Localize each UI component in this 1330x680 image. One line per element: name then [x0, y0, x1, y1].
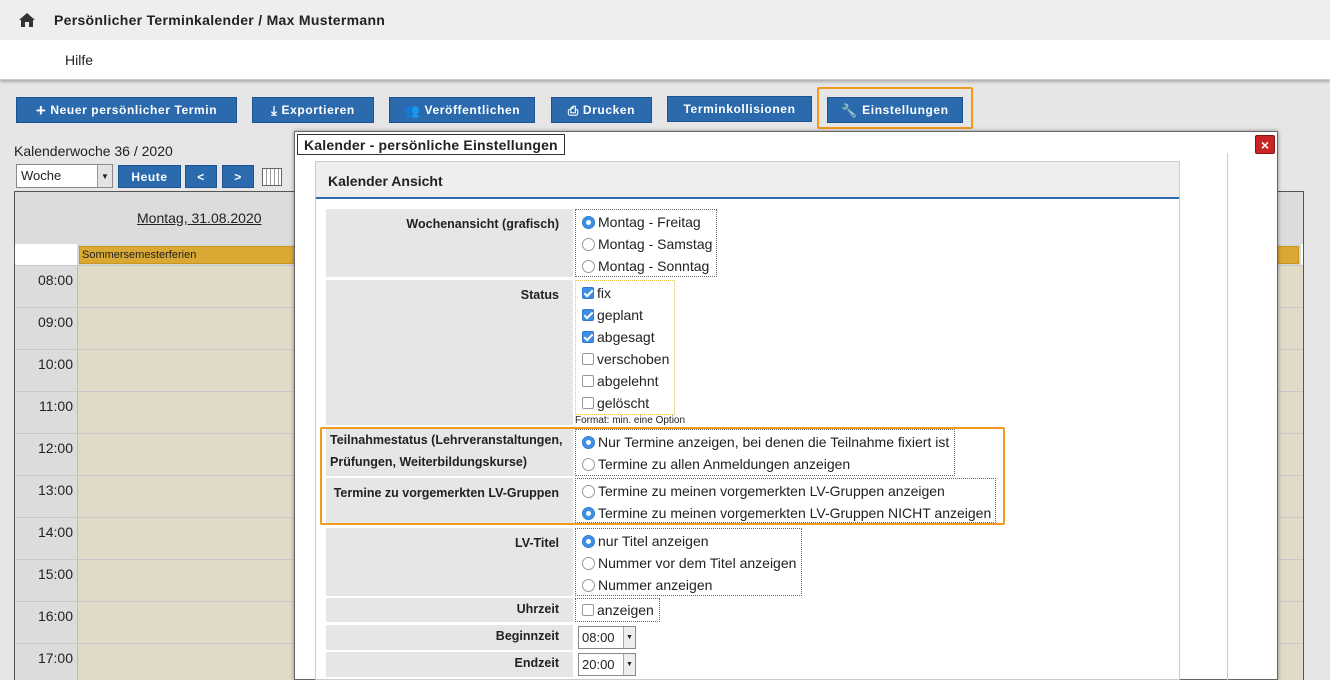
- end-time-label: Endzeit: [326, 652, 573, 677]
- lv-title-option[interactable]: Nummer vor dem Titel anzeigen: [578, 552, 799, 574]
- hour-label: 13:00: [15, 482, 77, 523]
- radio-button[interactable]: [582, 507, 595, 520]
- checkbox[interactable]: [582, 353, 594, 365]
- checkbox[interactable]: [582, 287, 594, 299]
- lv-title-label: LV-Titel: [326, 528, 573, 596]
- checkbox[interactable]: [582, 397, 594, 409]
- week-view-option[interactable]: Montag - Sonntag: [578, 255, 714, 277]
- users-icon: 👥: [403, 102, 421, 118]
- collisions-button[interactable]: Terminkollisionen: [667, 96, 812, 122]
- participation-options: [575, 429, 955, 476]
- status-label: Status: [326, 280, 573, 425]
- hour-label: 10:00: [15, 356, 77, 397]
- radio-button[interactable]: [582, 485, 595, 498]
- participation-label: Teilnahmestatus (Lehrveranstaltungen, Prüfungen, Weiterbildungskurse): [326, 429, 573, 476]
- checkbox[interactable]: [582, 375, 594, 387]
- radio-button[interactable]: [582, 535, 595, 548]
- radio-button[interactable]: [582, 579, 595, 592]
- week-view-options: [575, 209, 717, 277]
- status-option[interactable]: fix: [578, 282, 672, 304]
- hour-label: 15:00: [15, 566, 77, 607]
- status-option[interactable]: abgesagt: [578, 326, 672, 348]
- menu-bar: [0, 40, 1330, 80]
- radio-button[interactable]: [582, 458, 595, 471]
- menu-help[interactable]: Hilfe: [65, 52, 94, 68]
- checkbox[interactable]: [582, 309, 594, 321]
- time-options: [575, 598, 660, 622]
- prev-button[interactable]: <: [185, 165, 217, 188]
- end-time-select[interactable]: 20:00 ▼: [578, 653, 636, 676]
- settings-button[interactable]: 🔧 Einstellungen: [827, 97, 963, 123]
- breadcrumb: Persönlicher Terminkalender / Max Mustermann: [54, 12, 386, 28]
- hour-label: 12:00: [15, 440, 77, 481]
- radio-button[interactable]: [582, 557, 595, 570]
- status-hint: Format: min. eine Option: [575, 415, 686, 426]
- status-option[interactable]: verschoben: [578, 348, 672, 370]
- new-appointment-button[interactable]: + Neuer persönlicher Termin: [16, 97, 237, 123]
- plus-icon: +: [35, 100, 47, 120]
- groups-option[interactable]: Termine zu meinen vorgemerkten LV-Gruppen anzeigen: [578, 480, 993, 502]
- participation-option[interactable]: Nur Termine anzeigen, bei denen die Teilnahme fixiert ist: [578, 431, 952, 453]
- radio-button[interactable]: [582, 216, 595, 229]
- chevron-down-icon: ▼: [623, 627, 635, 648]
- top-bar: [0, 0, 1330, 40]
- publish-button[interactable]: 👥 Veröffentlichen: [389, 97, 535, 123]
- section-title: Kalender Ansicht: [328, 173, 443, 189]
- radio-button[interactable]: [582, 436, 595, 449]
- dialog-title: Kalender - persönliche Einstellungen: [297, 134, 565, 155]
- print-button[interactable]: ⎙ Drucken: [551, 97, 652, 123]
- today-button[interactable]: Heute: [118, 165, 181, 188]
- view-select[interactable]: Woche ▼: [16, 164, 113, 188]
- status-option[interactable]: gelöscht: [578, 392, 672, 414]
- participation-option[interactable]: Termine zu allen Anmeldungen anzeigen: [578, 453, 952, 475]
- close-icon[interactable]: ×: [1255, 135, 1275, 154]
- lv-title-option[interactable]: nur Titel anzeigen: [578, 530, 799, 552]
- chevron-down-icon: ▼: [623, 654, 635, 675]
- export-button[interactable]: ⤓ Exportieren: [252, 97, 374, 123]
- print-icon: ⎙: [567, 102, 579, 118]
- hour-label: 16:00: [15, 608, 77, 649]
- status-options: [575, 280, 675, 415]
- checkbox[interactable]: [582, 331, 594, 343]
- section-header: [316, 162, 1179, 199]
- groups-label: Termine zu vorgemerkten LV-Gruppen: [326, 478, 573, 523]
- start-time-select[interactable]: 08:00 ▼: [578, 626, 636, 649]
- hour-label: 17:00: [15, 650, 77, 680]
- lv-title-option[interactable]: Nummer anzeigen: [578, 574, 799, 596]
- week-label: Kalenderwoche 36 / 2020: [14, 143, 173, 159]
- allday-event[interactable]: Sommersemesterferien: [79, 246, 1299, 264]
- hour-label: 11:00: [15, 398, 77, 439]
- week-view-label: Wochenansicht (grafisch): [326, 209, 573, 277]
- time-label: Uhrzeit: [326, 598, 573, 622]
- hour-label: 09:00: [15, 314, 77, 355]
- next-button[interactable]: >: [222, 165, 254, 188]
- week-view-option[interactable]: Montag - Samstag: [578, 233, 714, 255]
- download-icon: ⤓: [271, 102, 278, 118]
- home-icon[interactable]: [19, 13, 35, 27]
- start-time-label: Beginnzeit: [326, 625, 573, 650]
- radio-button[interactable]: [582, 238, 595, 251]
- checkbox[interactable]: [582, 604, 594, 616]
- status-option[interactable]: abgelehnt: [578, 370, 672, 392]
- radio-button[interactable]: [582, 260, 595, 273]
- groups-options: [575, 478, 996, 523]
- status-option[interactable]: geplant: [578, 304, 672, 326]
- lv-title-options: [575, 528, 802, 596]
- calendar-icon[interactable]: [262, 168, 282, 186]
- wrench-icon: 🔧: [841, 102, 859, 118]
- day-title[interactable]: Montag, 31.08.2020: [137, 210, 262, 226]
- chevron-down-icon: ▼: [97, 165, 112, 187]
- week-view-option[interactable]: Montag - Freitag: [578, 211, 714, 233]
- hour-label: 08:00: [15, 272, 77, 313]
- time-option[interactable]: anzeigen: [578, 600, 657, 620]
- hour-label: 14:00: [15, 524, 77, 565]
- groups-option[interactable]: Termine zu meinen vorgemerkten LV-Gruppen NICHT anzeigen: [578, 502, 993, 524]
